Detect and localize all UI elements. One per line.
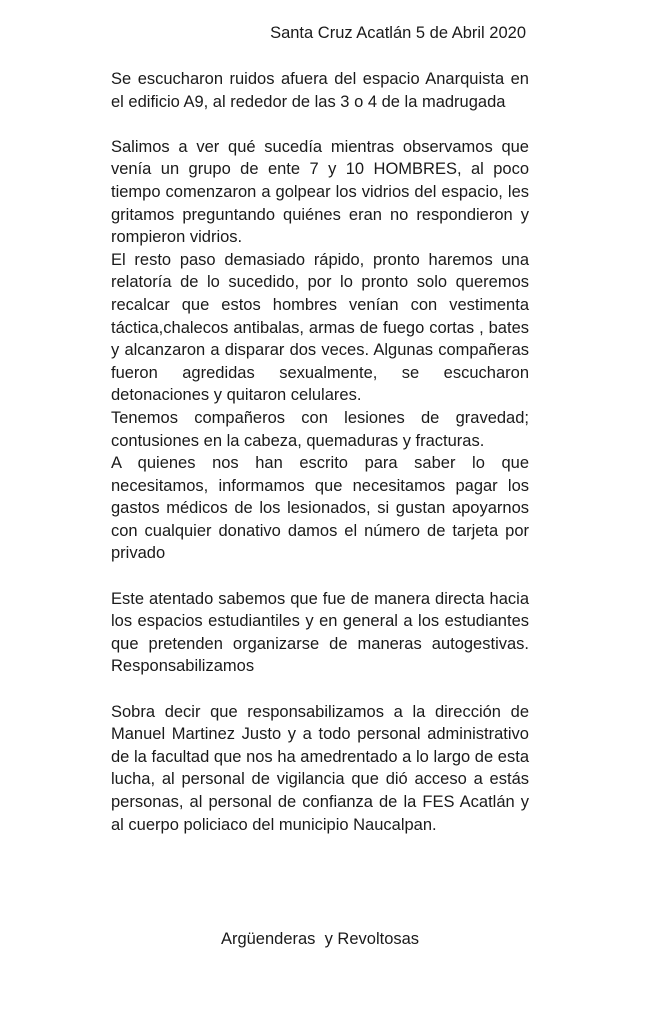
paragraph-donations: A quienes nos han escrito para saber lo que necesitamos, informamos que necesitamos pagar los gastos médicos de los lesionados, si gustan apoyarnos con cualquier donativo damos el número de tarjeta por privado — [111, 454, 529, 563]
paragraph-responsibility: Sobra decir que responsabilizamos a la dirección de Manuel Martinez Justo y a todo personal administrativo de la facultad que nos ha amedrentado a lo largo de esta lucha, al personal de vigilancia que dió acceso a estás personas, al personal de confianza de la FES Acatlán y al cuerpo policiaco del municipio Naucalpan. — [111, 702, 529, 834]
paragraph-attack: Este atentado sabemos que fue de manera directa hacia los espacios estudiantiles y en general a los estudiantes que pretenden organizarse de maneras autogestivas. Responsabilizamos — [111, 589, 529, 676]
paragraph-noises: Se escucharon ruidos afuera del espacio Anarquista en el edificio A9, al rededor de las 3 o 4 de la madrugada — [111, 70, 529, 111]
paragraph-men-arrived: Salimos a ver qué sucedía mientras observamos que venía un grupo de ente 7 y 10 HOMBRES, al poco tiempo comenzaron a golpear los vidrios del espacio, les gritamos preguntando quiénes eran no respondieron y rompieron vidrios. — [111, 137, 529, 247]
letter-body — [111, 68, 529, 836]
date-line: Santa Cruz Acatlán 5 de Abril 2020 — [270, 24, 526, 42]
paragraph-gap — [111, 678, 529, 701]
signature: Argüenderas y Revoltosas — [220, 930, 420, 948]
paragraph-gap — [111, 113, 529, 136]
paragraph-gap — [111, 565, 529, 588]
paragraph-injuries: Tenemos compañeros con lesiones de gravedad; contusiones en la cabeza, quemaduras y fracturas. — [111, 408, 529, 450]
paragraph-events: El resto paso demasiado rápido, pronto haremos una relatoría de lo sucedido, por lo pronto solo queremos recalcar que estos hombres venían con vestimenta táctica,chalecos antibalas, armas de fuego cortas , bates y alcanzaron a disparar dos veces. Algunas compañeras fueron agredidas sexualmente, se escucharon detonaciones y quitaron celulares. — [111, 250, 529, 405]
